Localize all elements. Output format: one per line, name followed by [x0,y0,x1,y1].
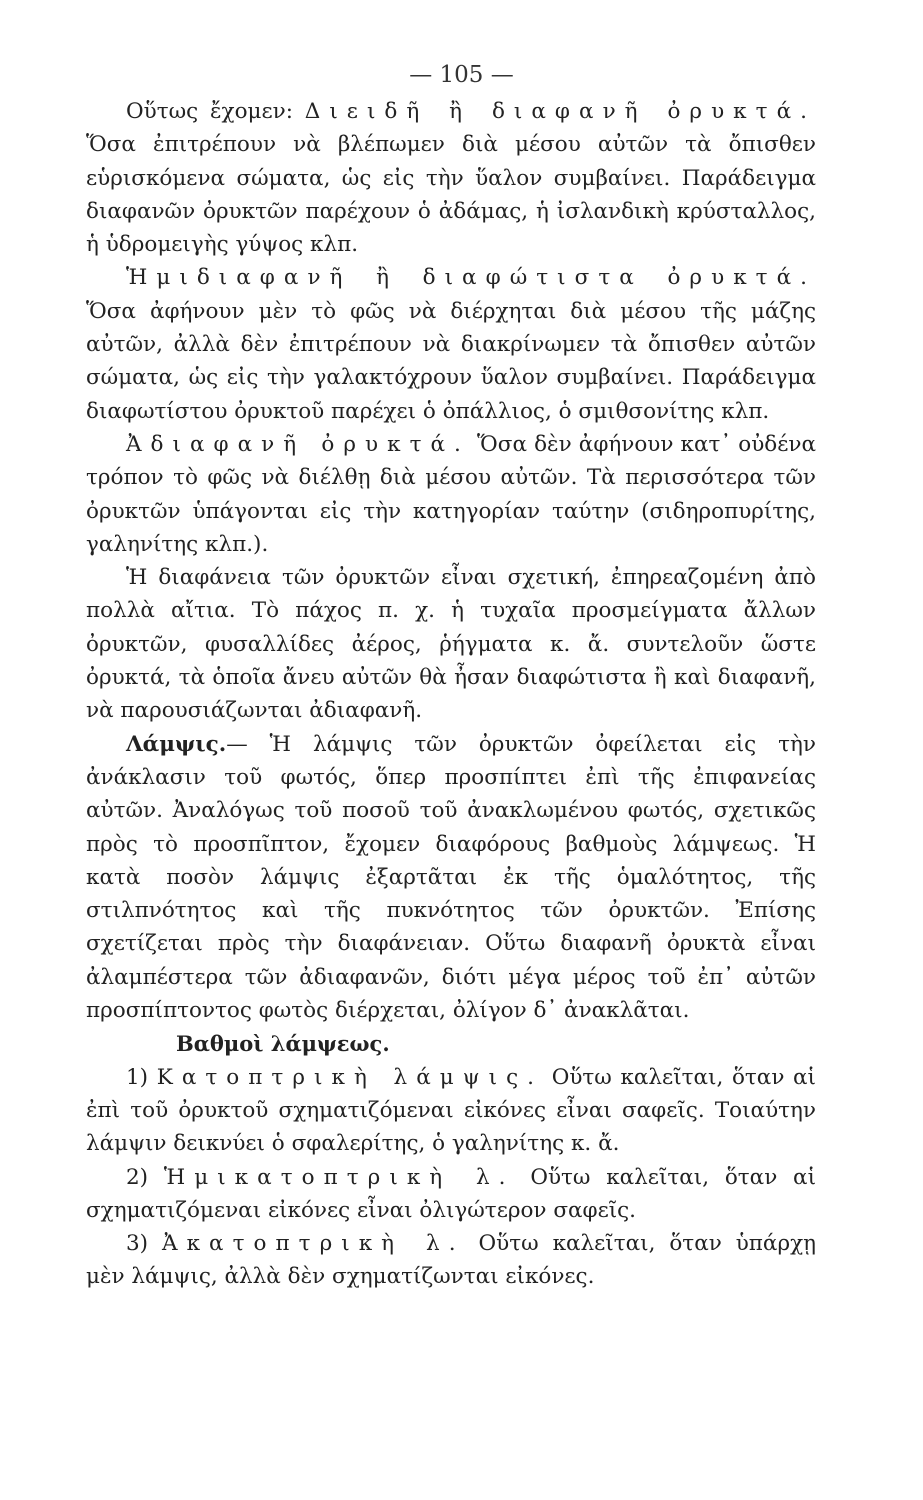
term-transparent: Διειδῆ ἢ διαφανῆ ὀρυκτά. [304,99,816,124]
page-number: — 105 — [409,62,514,88]
list-term: Ἀκατοπτρικὴ λ. [162,1231,465,1257]
term-opaque: Ἀδιαφανῆ ὀρυκτά. [126,431,470,457]
list-number: 1) [126,1064,157,1090]
body-text [86,95,816,1294]
list-number: 2) [126,1164,164,1190]
list-term: Ἡμικατοπτρικὴ λ. [163,1164,515,1190]
paragraph-relative-transparency: Ἡ διαφάνεια τῶν ὀρυκτῶν εἶναι σχετική, ἐπηρεαζομένη ἀπὸ πολλὰ αἴτια. Τὸ πάχος π. χ. ἡ τυχαῖα προσμείγματα ἄλλων ὀρυκτῶν, φυσαλλίδες ἀέρος, ῥήγματα κ. ἄ. συντελοῦν ὥστε ὀρυκτά, τὰ ὁποῖα ἄνευ αὐτῶν θὰ ἦσαν διαφώτιστα ἢ καὶ διαφανῆ, νὰ παρουσιάζωνται ἀδιαφανῆ. [86,565,816,724]
list-item [86,1061,816,1161]
paragraph-text: Ὅσα ἐπιτρέπουν νὰ βλέπωμεν διὰ μέσου αὐτῶν τὰ ὄπισθεν εὑρισκόμενα σώματα, ὡς εἰς τὴν ὕαλον συμβαίνει. Παράδειγμα διαφανῶν ὀρυκτῶν παρέχουν ὁ ἀδάμας, ἡ ἰσλανδικὴ κρύσταλλος, ἡ ὑδρομειγὴς γύψος κλπ. [86,132,816,258]
list-text: Οὕτω καλεῖται, ὅταν αἱ σχηματιζόμεναι εἰκόνες εἶναι ὀλιγώτερον σαφεῖς. [86,1164,816,1223]
term-translucent: Ἡμιδιαφανῆ ἢ διαφώτιστα ὀρυκτά. [126,265,816,291]
paragraph-text: — Ἡ λάμψις τῶν ὀρυκτῶν ὀφείλεται εἰς τὴν ἀνάκλασιν τοῦ φωτός, ὅπερ προσπίπτει ἐπὶ τῆς ἐπιφανείας αὐτῶν. Ἀναλόγως τοῦ ποσοῦ τοῦ ἀνακλωμένου φωτός, σχετικῶς πρὸς τὸ προσπῖπτον, ἔχομεν διαφόρους βαθμοὺς λάμψεως. Ἡ κατὰ ποσὸν λάμψις ἐξαρτᾶται ἐκ τῆς ὁμαλότητος, τῆς στιλπνότητος καὶ τῆς πυκνότητος τῶν ὀρυκτῶν. Ἐπίσης σχετίζεται πρὸς τὴν διαφάνειαν. Οὕτω διαφανῆ ὀρυκτὰ εἶναι ἀλαμπέστερα τῶν ἀδιαφανῶν, διότι μέγα μέρος τοῦ ἐπ᾽ αὐτῶν προσπίπτοντος φωτὸς διέρχεται, ὀλίγον δ᾽ ἀνακλᾶται. [86,731,816,1024]
paragraph-text: Ὅσα δὲν ἀφήνουν κατ᾽ οὐδένα τρόπον τὸ φῶς νὰ διέλθῃ διὰ μέσου αὐτῶν. Τὰ περισσότερα τῶν ὀρυκτῶν ὑπάγονται εἰς τὴν κατηγορίαν ταύτην (σιδηροπυρίτης, γαληνίτης κλπ.). [86,431,816,557]
paragraph-text: Ὅσα ἀφήνουν μὲν τὸ φῶς νὰ διέρχηται διὰ μέσου τῆς μάζης αὐτῶν, ἀλλὰ δὲν ἐπιτρέπουν νὰ διακρίνωμεν τὰ ὄπισθεν αὐτῶν σώματα, ὡς εἰς τὴν γαλακτόχρουν ὕαλον συμβαίνει. Παράδειγμα διαφωτίστου ὀρυκτοῦ παρέχει ὁ ὀπάλλιος, ὁ σμιθσονίτης κλπ. [86,298,816,424]
paragraph-intro: Οὕτως ἔχομεν: [126,99,305,124]
paragraph-opaque [86,428,816,561]
list-number: 3) [126,1231,163,1257]
section-heading: Βαθμοὶ λάμψεως. [176,1031,390,1057]
list-item [86,1161,816,1228]
paragraph-translucent [86,261,816,427]
paragraph-luster [86,728,816,1028]
list-item [86,1227,816,1294]
list-text: Οὕτω καλεῖται, ὅταν ὑπάρχῃ μὲν λάμψις, ἀλλὰ δὲν σχηματίζωνται εἰκόνες. [86,1231,816,1290]
term-luster: Λάμψις. [126,731,227,757]
list-text: Οὕτω καλεῖται, ὅταν αἱ ἐπὶ τοῦ ὀρυκτοῦ σχηματιζόμεναι εἰκόνες εἶναι σαφεῖς. Τοιαύτην λάμψιν δεικνύει ὁ σφαλερίτης, ὁ γαληνίτης κ. ἄ. [86,1064,816,1157]
paragraph-transparent [86,95,816,261]
list-term: Κατοπτρικὴ λάμψις. [156,1064,544,1090]
